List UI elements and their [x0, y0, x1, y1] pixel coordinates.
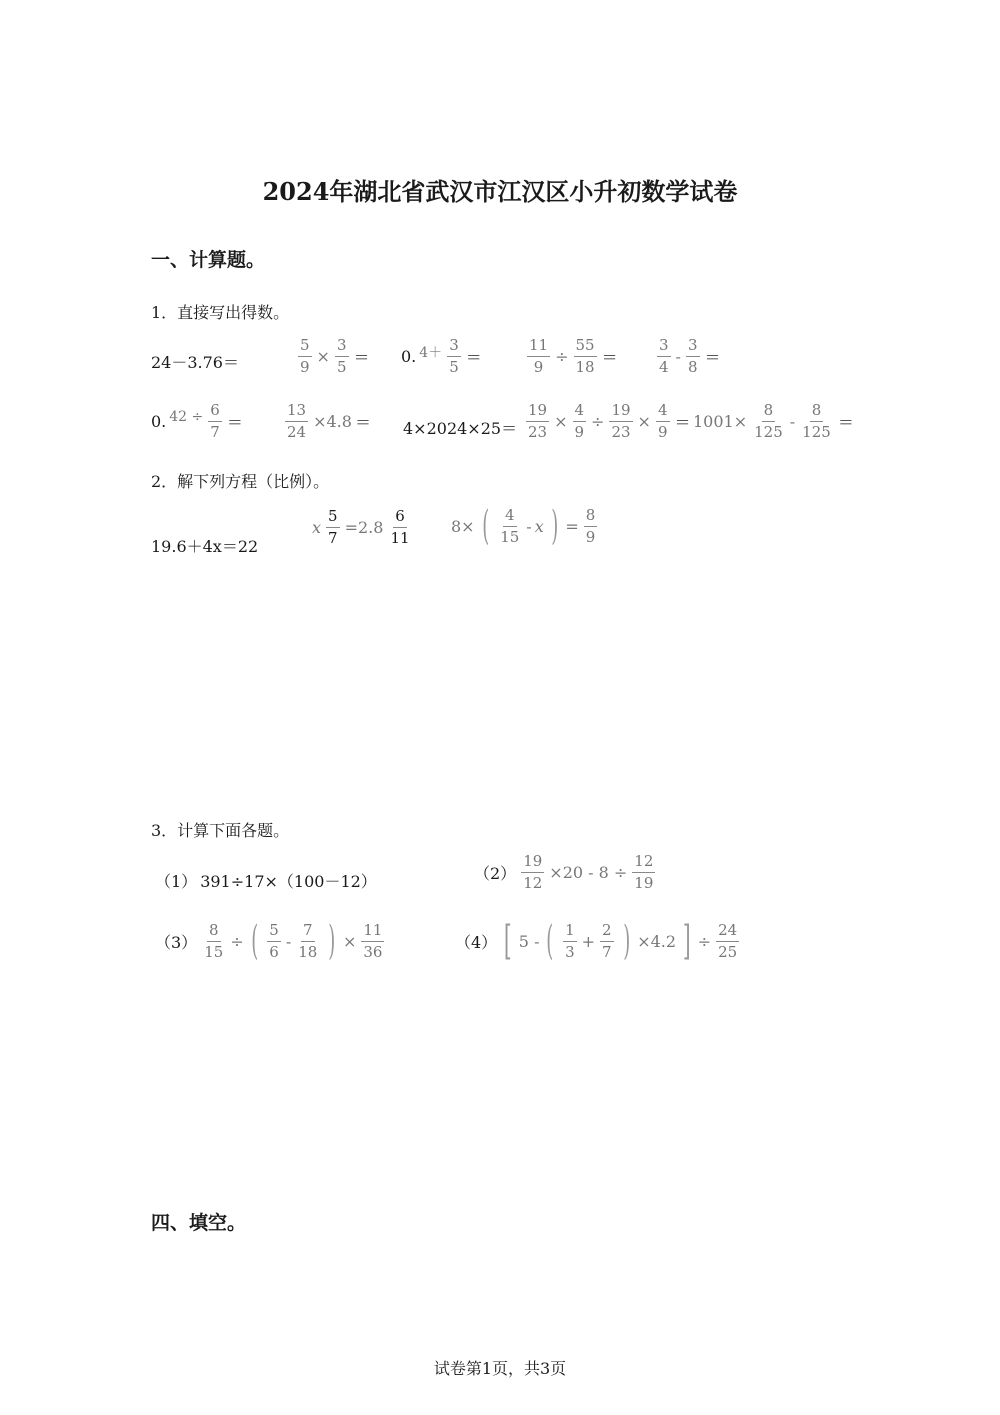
q1-expr-7: $\frac{13}{24}$ ×4.8 ＝ — [287, 401, 371, 441]
page-footer: 试卷第1页，共3页 — [433, 1359, 567, 1378]
q1-expr-5: $\frac{3}{4}$ - $\frac{3}{8}$ ＝ — [659, 336, 721, 376]
q2-equation-1: 19.6＋4x＝22 — [151, 537, 259, 556]
q1-expr-3: 0. 4＋ $\frac{3}{5}$ ＝ — [401, 336, 482, 376]
q1-expr-1: 24－3.76＝ — [151, 353, 239, 372]
q1-expr-10: 1001× $\frac{8}{125}$ - $\frac{8}{125}$ ＝ — [693, 401, 854, 441]
q1-expr-6: 0. 42 ÷ $\frac{6}{7}$ ＝ — [151, 401, 243, 441]
q3-problem-2: （2） $\frac{19}{12}$ ×20 - 8 ÷ $\frac{12}{19}$ — [474, 852, 654, 892]
question-3-label: 3．计算下面各题。 — [151, 821, 290, 840]
question-1-label: 1．直接写出得数。 — [151, 303, 290, 322]
section-1-heading: 一、计算题。 — [151, 249, 266, 271]
q2-equation-3: 8× ( $\frac{4}{15}$ - x ) = $\frac{8}{9}$ — [451, 503, 596, 549]
q3-problem-4: （4） [ 5 - ( $\frac{1}{3}$ + $\frac{2}{7}$ ) ×4.2 ] ÷ $\frac{24}{25}$ — [455, 918, 738, 964]
page-title: 2024年湖北省武汉市江汉区小升初数学试卷 — [262, 177, 738, 206]
q1-expr-8: 4×2024×25＝ — [403, 419, 518, 438]
q1-expr-9: $\frac{19}{23}$ × $\frac{4}{9}$ ÷ $\frac{19}{23}$ × $\frac{4}{9}$ ＝ — [528, 401, 691, 441]
q3-problem-3: （3） $\frac{8}{15}$ ÷ ( $\frac{5}{6}$ - $\frac{7}{18}$ ) × $\frac{11}{36}$ — [155, 918, 383, 964]
q2-equation-2: x $\frac{5}{7}$ =2.8 $\frac{6}{11}$ — [312, 507, 410, 547]
q1-expr-2: $\frac{5}{9}$ × $\frac{3}{5}$ ＝ — [300, 336, 370, 376]
q3-problem-1: （1） 391÷17×（100－12） — [155, 872, 377, 891]
section-4-heading: 四、填空。 — [151, 1212, 247, 1234]
q1-expr-4: $\frac{11}{9}$ ÷ $\frac{55}{18}$ ＝ — [529, 336, 618, 376]
question-2-label: 2．解下列方程（比例）。 — [151, 472, 330, 491]
